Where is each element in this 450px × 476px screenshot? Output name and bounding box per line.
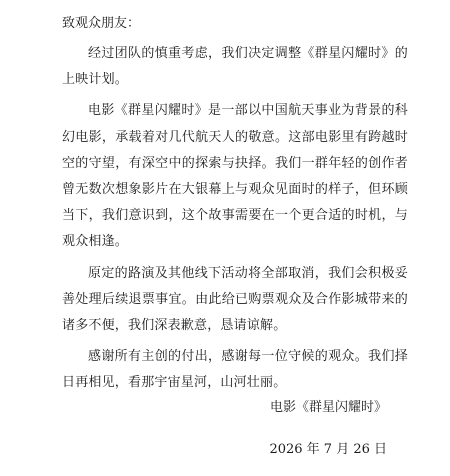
letter-paragraph-1: 经过团队的慎重考虑，我们决定调整《群星闪耀时》的上映计划。 [62,46,408,88]
letter-paragraph-2: 电影《群星闪耀时》是一部以中国航天事业为背景的科幻电影，承载着对几代航天人的敬意。这部电影里有跨越时空的守望，有深空中的探索与抉择。我们一群年轻的创作者曾无数次想象影片在大银幕上与观众见面时的样子，但环顾当下，我们意识到，这个故事需要在一个更合适的时机，与观众相逢。 [62,103,408,250]
letter-salutation: 致观众朋友： [62,16,141,31]
letter-signature: 电影《群星闪耀时》 [269,400,387,415]
letter-paragraph-3: 原定的路演及其他线下活动将全部取消，我们会积极妥善处理后续退票事宜。由此给已购票观众及合作影城带来的诸多不便，我们深表歉意，恳请谅解。 [62,265,408,334]
letter-date: 2026 年 7 月 26 日 [269,442,387,457]
letter-paragraph-4: 感谢所有主创的付出，感谢每一位守候的观众。我们择日再相见，看那宇宙星河，山河壮丽。 [62,349,408,391]
